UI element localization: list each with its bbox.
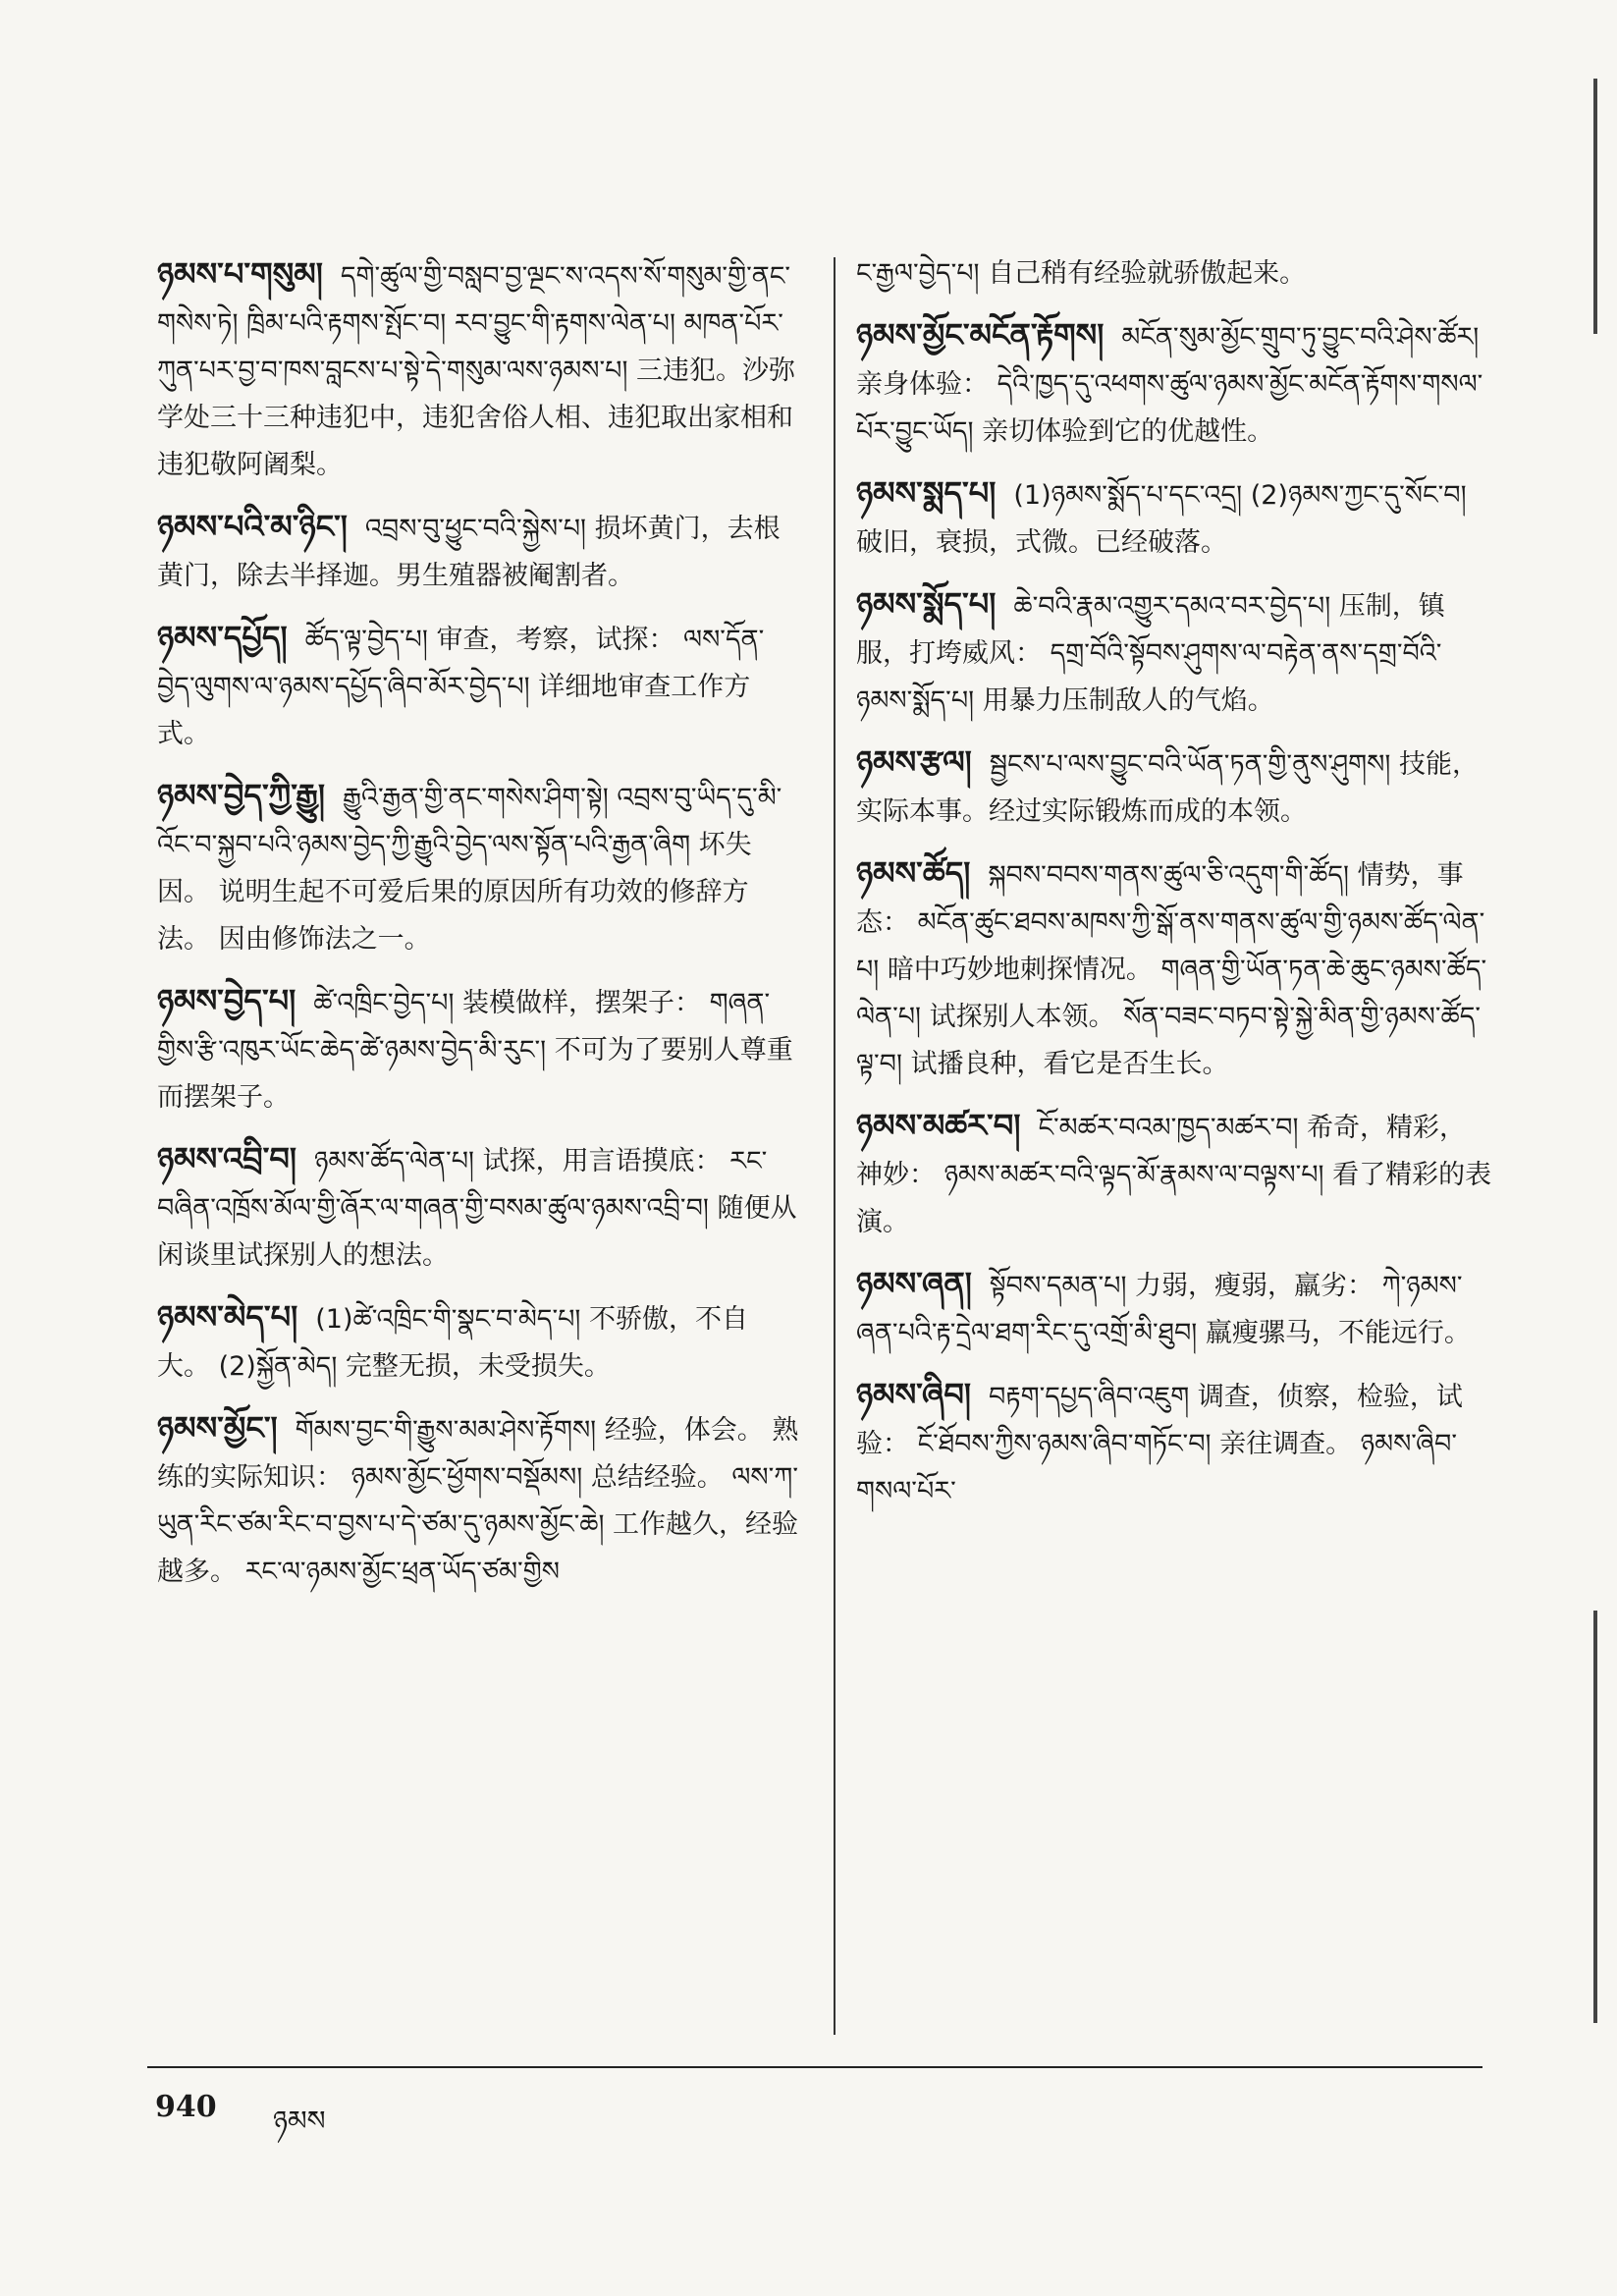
entry-definition: ཚེ་འཁྲིང་བྱེད་པ། 装模做样，摆架子： གཞན་གྱིས་རྩི་འཁུར་ཡོང་ཆེད་ཚེ་ཉམས་བྱེད་མི་རུང་། 不可为了要别人尊重而摆架子。 [157,988,793,1113]
dictionary-entry [856,250,1492,298]
dictionary-entry [157,1404,800,1596]
dictionary-entry [157,772,800,963]
dictionary-entry [157,1293,800,1391]
dictionary-entry [856,311,1492,456]
entry-definition: ཉམས་ཚོད་ལེན་པ། 试探，用言语摸底： རང་བཞིན་འཁྲོས་མོལ་གྱི་ཞོར་ལ་གཞན་གྱི་བསམ་ཚུལ་ཉམས་འབྲི་བ། 随便从闲谈里试探别人的想法。 [157,1146,797,1271]
entry-definition: དགེ་ཚུལ་གྱི་བསླབ་བྱ་ལྔང་ས་འདས་སོ་གསུམ་གྱི་ནང་གསེས་ཏེ། ཁྲིམ་པའི་རྟགས་སྤོང་བ། རབ་བྱུང་གི་རྟགས་ལེན་པ། མཁན་པོར་ཀུན་པར་བྱ་བ་ཁས་བླངས་པ་སྟེ་དེ་གསུམ་ལས་ཉམས་པ། 三违犯。沙弥学处三十三种违犯中，违犯舍俗人相、违犯取出家相和违犯敬阿阇梨。 [157,261,796,480]
dictionary-entry [157,977,800,1121]
entry-headword: ཉམས་དཔྱོད། [157,619,288,656]
dictionary-entry [157,250,800,489]
entry-definition: (1)ཉམས་སྨོད་པ་དང་འདྲ། (2)ཉམས་ཀྱང་དུ་སོང་བ། 破旧，衰损，式微。已经破落。 [856,480,1467,558]
entry-headword: ཉམས་མྱོང་། [157,1409,278,1447]
entry-headword: ཉམས་བྱེད་ཀྱི་རྒྱུ། [157,777,325,814]
entry-headword: ཉམས་ཞིབ། [856,1376,971,1413]
dictionary-entry [157,1135,800,1280]
entry-definition: སྟོབས་དམན་པ། 力弱，瘦弱，羸劣： ཀེ་ཉམས་ཞན་པའི་རྟ་དྲེལ་ཐག་རིང་དུ་འགྲོ་མི་ཐུབ། 羸瘦骡马，不能远行。 [856,1271,1471,1348]
right-column [856,250,1492,1529]
entry-headword: ཉམས་མྱོང་མངོན་རྟོགས། [856,316,1105,354]
entry-headword: ཉམས་ཞན། [856,1265,972,1302]
entry-definition: གོམས་བྱང་གི་རྒྱུས་མམ་ཤེས་རྟོགས། 经验，体会。 熟练的实际知识： ཉམས་མྱོང་ཕྱོགས་བསྡོམས། 总结经验。 ལས་ཀ་ཡུན་རིང་ཙམ་རིང་བ་བྱས་པ་དེ་ཙམ་དུ་ཉམས་མྱོང་ཆེ། 工作越久，经验越多。 རང་ལ་ཉམས་མྱོང་ཕྲན་ཡོད་ཙམ་གྱིས [157,1415,799,1587]
dictionary-entry [856,1260,1492,1357]
entry-headword: ཉམས་སྨོད་པ། [856,585,997,623]
entry-definition: ཚོད་ལྟ་བྱེད་པ། 审查，考察，试探： ལས་དོན་བྱེད་ལུགས་ལ་ཉམས་དཔྱོད་ཞིབ་མོར་བྱེད་པ། 详细地审查工作方式。 [157,625,765,749]
entry-definition: ང་རྒྱལ་བྱེད་པ། 自己稍有经验就骄傲起来。 [856,258,1307,289]
scan-edge-mark [1593,79,1597,334]
entry-headword: ཉམས་རྩལ། [856,743,972,781]
dictionary-entry [856,1102,1492,1246]
entry-headword: ཉམས་ཚོད། [856,854,971,892]
left-column [157,250,800,1610]
dictionary-entry [157,614,800,758]
entry-headword: ཉམས་མེད་པ། [157,1298,298,1336]
entry-definition: འབྲས་བུ་ཕྱུང་བའི་སྐྱེས་པ། 损坏黄门，去根黄门，除去半择迦。男生殖器被阉割者。 [157,514,781,591]
entry-definition: (1)ཚེ་འཁྲིང་གི་སྣང་བ་མེད་པ། 不骄傲，不自大。 (2)སྐྱོན་མེད། 完整无损，未受损失。 [157,1304,748,1382]
dictionary-entry [157,503,800,600]
dictionary-entry [856,580,1492,725]
entry-definition: བརྟག་དཔྱད་ཞིབ་འཇུག 调查，侦察，检验，试验： ངོ་ཐོབས་ཀྱིས་ཉམས་ཞིབ་གཏོང་བ། 亲往调查。 ཉམས་ཞིབ་གསལ་པོར་ [856,1382,1463,1506]
footer-rule [147,2066,1482,2068]
page-number: 940 [155,2090,217,2124]
dictionary-entry [856,1371,1492,1515]
entry-definition: ཆེ་བའི་རྣམ་འགྱུར་དམའ་བར་བྱེད་པ། 压制，镇服，打垮威风： དགྲ་བོའི་སྟོབས་ཤུགས་ལ་བརྟེན་ནས་དགྲ་བོའི་ཉམས་སྨོད་པ། 用暴力压制敌人的气焰。 [856,591,1445,716]
entry-definition: མངོན་སུམ་མྱོང་གྲུབ་ཏུ་བྱུང་བའི་ཤེས་ཚོར། 亲身体验： དེའི་ཁྱད་དུ་འཕགས་ཚུལ་ཉམས་མྱོང་མངོན་རྟོགས་གསལ་པོར་བྱུང་ཡོད། 亲切体验到它的优越性。 [856,322,1483,447]
entry-definition: རྒྱུའི་རྒྱན་གྱི་ནང་གསེས་ཤིག་སྟེ། འབྲས་བུ་ཡིད་དུ་མི་འོང་བ་སྐྱབ་པའི་ཉམས་བྱེད་ཀྱི་རྒྱུའི་བྱེད་ལས་སྟོན་པའི་རྒྱན་ཞིག 坏失因。 说明生起不可爱后果的原因所有功效的修辞方法。 因由修饰法之一。 [157,783,782,955]
entry-definition: ངོ་མཚར་བའམ་ཁྱད་མཚར་བ། 希奇，精彩，神妙： ཉམས་མཚར་བའི་ལྟད་མོ་རྣམས་ལ་བལྟས་པ། 看了精彩的表演。 [856,1113,1492,1237]
column-divider [834,257,835,2035]
dictionary-entry [856,849,1492,1088]
entry-headword: ཉམས་མཚར་བ། [856,1107,1021,1144]
entry-headword: ཉམས་བྱེད་པ། [157,982,296,1019]
entry-definition: སྐབས་བབས་གནས་ཚུལ་ཅི་འདུག་གི་ཚོད། 情势，事态： མངོན་ཚུང་ཐབས་མཁས་ཀྱི་སྒོ་ནས་གནས་ཚུལ་གྱི་ཉམས་ཚོད་ལེན་པ། 暗中巧妙地刺探情况。 གཞན་གྱི་ཡོན་ཏན་ཆེ་ཆུང་ཉམས་ཚོད་ལེན་པ། 试探别人本领。 སོན་བཟང་བཏབ་སྟེ་སྐྱེ་མིན་གྱི་ཉམས་ཚོད་ལྟ་བ། 试播良种，看它是否生长。 [856,860,1487,1079]
dictionary-entry [856,738,1492,836]
running-head-word: ཉམས [273,2105,326,2137]
entry-headword: ཉམས་འབྲི་བ། [157,1140,296,1177]
entry-headword: ཉམས་སྨད་པ། [856,474,997,512]
entry-headword: ཉམས་པ་གསུམ། [157,255,323,293]
entry-definition: སྦྱངས་པ་ལས་བྱུང་བའི་ཡོན་ཏན་གྱི་ནུས་ཤུགས། 技能，实际本事。经过实际锻炼而成的本领。 [856,749,1479,827]
dictionary-entry [856,469,1492,567]
entry-headword: ཉམས་པའི་མ་ཉིང་། [157,508,348,545]
scan-edge-mark [1593,1611,1597,2023]
